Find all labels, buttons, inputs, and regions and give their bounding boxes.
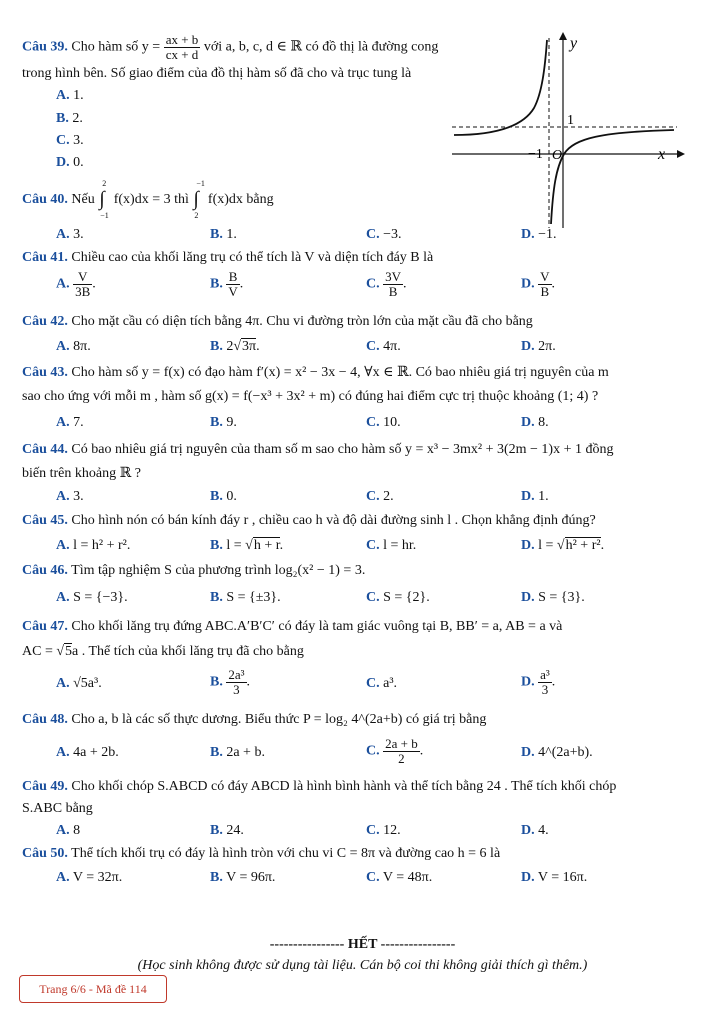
q48-option-d[interactable]: D. 4^(2a+b). <box>521 745 593 760</box>
curve-left-branch <box>454 40 547 135</box>
q46-option-d[interactable]: D. S = {3}. <box>521 590 585 605</box>
q46-option-a[interactable]: A. S = {−3}. <box>56 590 128 605</box>
q50-line: Câu 50. Thể tích khối trụ có đáy là hình tròn với chu vi C = 8π và đường cao h = 6 là <box>22 846 501 861</box>
q44-option-b[interactable]: B. 0. <box>210 489 237 504</box>
q48-option-c[interactable]: C. $\frac{2a + b}{2}$ . <box>366 736 424 766</box>
q48-option-a[interactable]: A. 4a + 2b. <box>56 745 119 760</box>
tick-neg1: −1 <box>528 147 543 162</box>
q39-number: Câu 39. <box>22 39 68 55</box>
q47-line1: Câu 47. Cho khối lăng trụ đứng ABC.A′B′C′ có đáy là tam giác vuông tại B, BB′ = a, AB = a và <box>22 619 563 634</box>
q42-option-a[interactable]: A. 8π. <box>56 339 91 354</box>
q44-option-c[interactable]: C. 2. <box>366 489 394 504</box>
q43-option-d[interactable]: D. 8. <box>521 415 549 430</box>
q44-line1: Câu 44. Có bao nhiêu giá trị nguyên của tham số m sao cho hàm số y = x³ − 3mx² + 3(2m − 1)x + 1 đồng <box>22 442 614 457</box>
q39-line2: trong hình bên. Số giao điểm của đồ thị hàm số đã cho và trục tung là <box>22 66 412 81</box>
origin-label: O <box>552 148 563 163</box>
q45-option-a[interactable]: A. l = h² + r². <box>56 538 131 553</box>
q47-option-b[interactable]: B. $\frac{\text{2a³}}{3}$ . <box>210 667 251 697</box>
q48-line: Câu 48. Cho a, b là các số thực dương. Biểu thức P = log₂ 4^(2a+b) có giá trị bằng <box>22 712 487 727</box>
q39-line1: Câu 39. Cho hàm số y = $\frac{ax + b}{cx + d}$ với a, b, c, d ∈ ℝ có đồ thị là đường cong <box>22 32 439 62</box>
q49-option-c[interactable]: C. 12. <box>366 823 401 838</box>
q39-option-d[interactable]: D. 0. <box>56 155 84 170</box>
q45-option-c[interactable]: C. l = hr. <box>366 538 417 553</box>
q40-option-a[interactable]: A. 3. <box>56 227 84 242</box>
q40-line: Câu 40. Nếu 2 ∫ −1 f(x)dx = 3 thì −1 ∫ 2 f(x)dx bằng <box>22 179 274 220</box>
q50-option-c[interactable]: C. V = 48π. <box>366 870 433 885</box>
q42-line: Câu 42. Cho mặt cầu có diện tích bằng 4π. Chu vi đường tròn lớn của mặt cầu đã cho bằng <box>22 314 533 329</box>
q45-option-d[interactable]: D. l = √h² + r². <box>521 538 605 553</box>
q42-option-b[interactable]: B. 2√3π. <box>210 339 260 354</box>
q45-line: Câu 45. Cho hình nón có bán kính đáy r , chiều cao h và độ dài đường sinh l . Chọn khẳng định đúng? <box>22 513 596 528</box>
q45-option-b[interactable]: B. l = √h + r. <box>210 538 284 553</box>
q40-option-b[interactable]: B. 1. <box>210 227 237 242</box>
q49-option-b[interactable]: B. 24. <box>210 823 244 838</box>
page-footer: Trang 6/6 - Mã đề 114 <box>19 975 167 1003</box>
q47-option-a[interactable]: A. √5a³. <box>56 676 102 691</box>
exam-note: (Học sinh không được sử dụng tài liệu. Cán bộ coi thi không giải thích gì thêm.) <box>137 958 588 973</box>
q41-option-d[interactable]: D. $\frac{V}{B}$ . <box>521 269 556 299</box>
q43-line2: sao cho ứng với mỗi m , hàm số g(x) = f(−x³ + 3x² + m) có đúng hai điểm cực trị thuộc khoảng (1; 4) ? <box>22 389 599 404</box>
q42-option-c[interactable]: C. 4π. <box>366 339 401 354</box>
q48-option-b[interactable]: B. 2a + b. <box>210 745 265 760</box>
q50-option-b[interactable]: B. V = 96π. <box>210 870 276 885</box>
q40-number: Câu 40. <box>22 192 68 208</box>
q49-line2: S.ABC bằng <box>22 801 93 816</box>
q46-line: Câu 46. Tìm tập nghiệm S của phương trình log₂(x² − 1) = 3. <box>22 563 366 578</box>
q39-option-a[interactable]: A. 1. <box>56 88 84 103</box>
function-graph <box>452 28 692 228</box>
q49-line1: Câu 49. Cho khối chóp S.ABCD có đáy ABCD là hình bình hành và thể tích bằng 24 . Thể tích khối chóp <box>22 779 617 794</box>
q39-fraction: $\frac{ax + b}{cx + d}$ <box>165 32 199 62</box>
q44-line2: biến trên khoảng ℝ ? <box>22 466 141 481</box>
q43-option-c[interactable]: C. 10. <box>366 415 401 430</box>
q47-option-c[interactable]: C. a³. <box>366 676 398 691</box>
x-label: x <box>658 146 666 163</box>
q40-option-d[interactable]: D. −1. <box>521 227 557 242</box>
q44-option-a[interactable]: A. 3. <box>56 489 84 504</box>
tick-1: 1 <box>567 113 574 128</box>
q41-line: Câu 41. Chiều cao của khối lăng trụ có thể tích là V và diện tích đáy B là <box>22 250 434 265</box>
y-axis-arrow <box>559 32 567 40</box>
q50-option-d[interactable]: D. V = 16π. <box>521 870 588 885</box>
q47-option-d[interactable]: D. $\frac{\text{a³}}{3}$ . <box>521 667 556 697</box>
q49-option-d[interactable]: D. 4. <box>521 823 549 838</box>
q47-line2: AC = √5a . Thể tích của khối lăng trụ đã cho bằng <box>22 644 304 659</box>
q50-option-a[interactable]: A. V = 32π. <box>56 870 123 885</box>
x-axis-arrow <box>677 150 685 158</box>
y-label: y <box>570 35 578 52</box>
q44-option-d[interactable]: D. 1. <box>521 489 549 504</box>
q46-option-b[interactable]: B. S = {±3}. <box>210 590 281 605</box>
q40-option-c[interactable]: C. −3. <box>366 227 402 242</box>
q46-option-c[interactable]: C. S = {2}. <box>366 590 430 605</box>
q41-option-c[interactable]: C. $\frac{3V}{B}$ . <box>366 269 407 299</box>
q39-option-b[interactable]: B. 2. <box>56 111 83 126</box>
q49-option-a[interactable]: A. 8 <box>56 823 81 838</box>
q41-option-a[interactable]: A. $\frac{V}{3B}$ . <box>56 269 96 299</box>
q43-option-b[interactable]: B. 9. <box>210 415 237 430</box>
q43-line1: Câu 43. Cho hàm số y = f(x) có đạo hàm f′(x) = x² − 3x − 4, ∀x ∈ ℝ. Có bao nhiêu giá trị nguyên của m <box>22 365 609 380</box>
q41-option-b[interactable]: B. $\frac{B}{V}$ . <box>210 269 244 299</box>
q43-option-a[interactable]: A. 7. <box>56 415 84 430</box>
integral-1: 2 ∫ −1 <box>99 179 109 220</box>
curve-right-branch <box>551 130 674 224</box>
end-marker: ---------------- HẾT ---------------- <box>269 937 456 952</box>
q39-option-c[interactable]: C. 3. <box>56 133 84 148</box>
integral-2: −1 ∫ 2 <box>193 179 205 220</box>
q42-option-d[interactable]: D. 2π. <box>521 339 556 354</box>
